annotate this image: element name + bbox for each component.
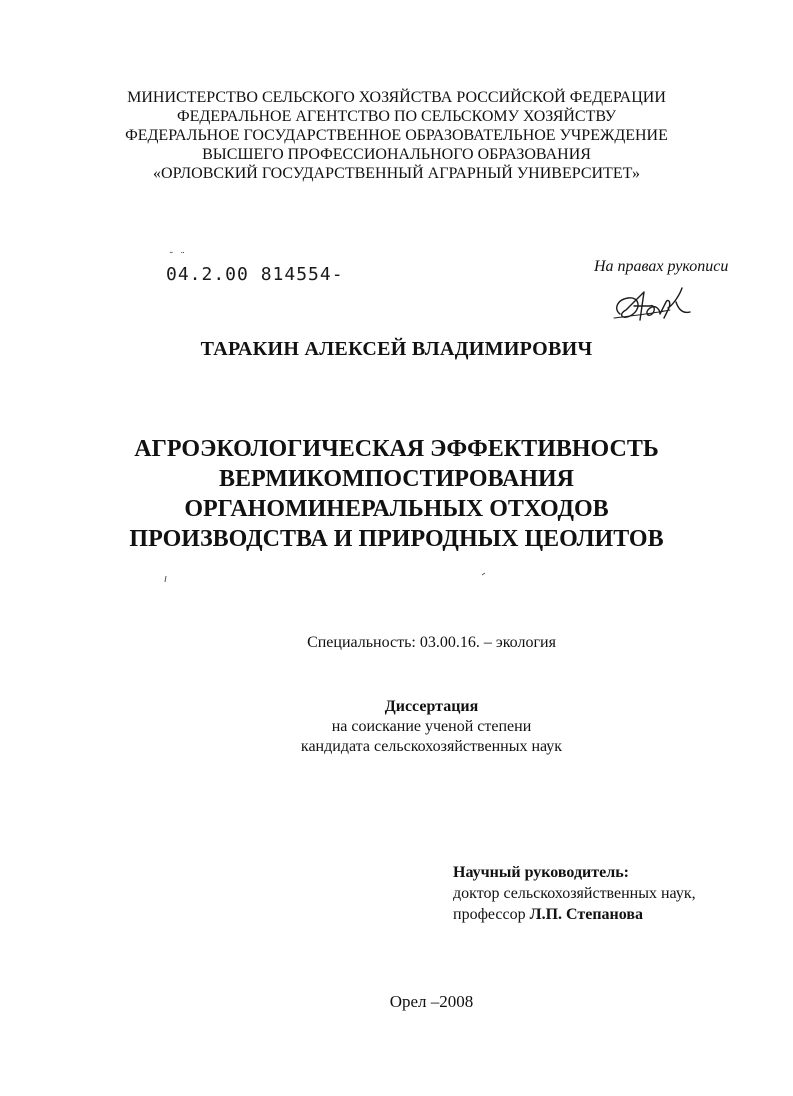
city-year: Орел –2008 bbox=[389, 992, 474, 1011]
header-line-university: «ОРЛОВСКИЙ ГОСУДАРСТВЕННЫЙ АГРАРНЫЙ УНИВЕРСИТЕТ» bbox=[153, 165, 640, 182]
header-line-agency: ФЕДЕРАЛЬНОЕ АГЕНТСТВО ПО СЕЛЬСКОМУ ХОЗЯЙСТВУ bbox=[176, 108, 617, 125]
header-line-ministry: МИНИСТЕРСТВО СЕЛЬСКОГО ХОЗЯЙСТВА РОССИЙСКОЙ ФЕДЕРАЦИИ bbox=[127, 89, 666, 106]
institution-header bbox=[0, 88, 793, 183]
signature-icon bbox=[610, 280, 700, 330]
dissertation-heading: Диссертация bbox=[384, 698, 479, 715]
supervisor-name: Л.П. Степанова bbox=[529, 906, 643, 923]
supervisor-title: профессор bbox=[453, 906, 526, 923]
manuscript-rights-note: На правах рукописи bbox=[594, 258, 729, 275]
header-line-institution-type: ФЕДЕРАЛЬНОЕ ГОСУДАРСТВЕННОЕ ОБРАЗОВАТЕЛЬНОЕ УЧРЕЖДЕНИЕ bbox=[125, 127, 668, 144]
supervisor-block bbox=[453, 862, 696, 925]
title-line: ПРОИЗВОДСТВА И ПРИРОДНЫХ ЦЕОЛИТОВ bbox=[129, 526, 664, 552]
supervisor-label: Научный руководитель: bbox=[453, 864, 629, 881]
title-line: ОРГАНОМИНЕРАЛЬНЫХ ОТХОДОВ bbox=[184, 496, 609, 522]
stamp-marks: ˘ ¨ bbox=[169, 252, 187, 262]
dissertation-block bbox=[0, 697, 793, 757]
specialty-line: Специальность: 03.00.16. – экология bbox=[307, 634, 556, 651]
supervisor-degree: доктор сельскохозяйственных наук, bbox=[453, 885, 696, 902]
title-line: ВЕРМИКОМПОСТИРОВАНИЯ bbox=[219, 466, 574, 492]
scan-specks bbox=[0, 570, 793, 590]
supervisor-title-line bbox=[453, 904, 696, 925]
registration-code: 04.2.00 814554- bbox=[166, 264, 344, 285]
author-name: ТАРАКИН АЛЕКСЕЙ ВЛАДИМИРОВИЧ bbox=[200, 338, 593, 360]
degree-purpose-line: на соискание ученой степени bbox=[331, 718, 532, 735]
title-line: АГРОЭКОЛОГИЧЕСКАЯ ЭФФЕКТИВНОСТЬ bbox=[134, 436, 659, 462]
dissertation-title bbox=[0, 434, 793, 554]
header-line-education-level: ВЫСШЕГО ПРОФЕССИОНАЛЬНОГО ОБРАЗОВАНИЯ bbox=[202, 146, 591, 163]
degree-name-line: кандидата сельскохозяйственных наук bbox=[300, 738, 563, 755]
